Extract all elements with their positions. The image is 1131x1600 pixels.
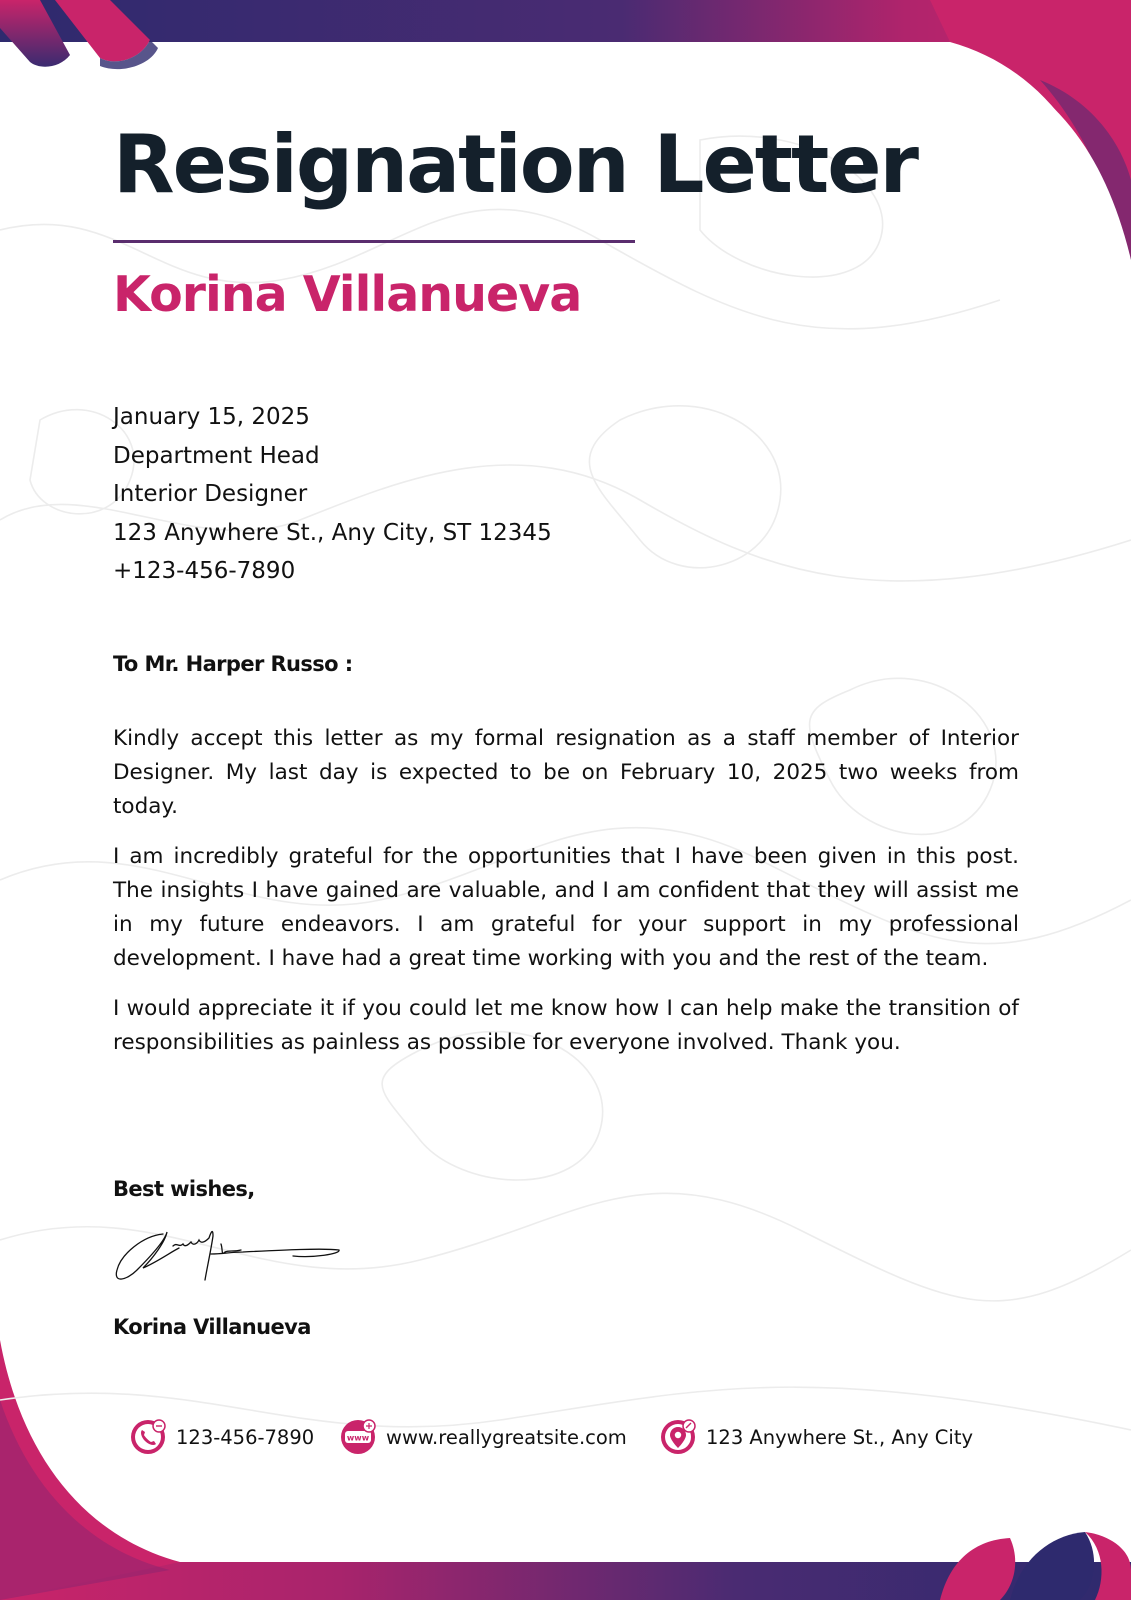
recipient-info-block [113, 398, 552, 591]
recipient-company: Interior Designer [113, 481, 308, 507]
signature-name: Korina Villanueva [113, 1315, 311, 1339]
letter-title: Resignation Letter [113, 118, 917, 211]
recipient-phone: +123-456-7890 [113, 558, 296, 584]
body-paragraph: I would appreciate it if you could let me know how I can help make the transition of responsibilities as painless as possible for everyone involved. Thank you. [113, 996, 1019, 1055]
contact-website [338, 1417, 627, 1457]
letter-body [113, 722, 1019, 1076]
salutation: To Mr. Harper Russo : [113, 652, 353, 676]
recipient-department: Department Head [113, 442, 320, 469]
www-badge: www [346, 1433, 370, 1443]
author-name: Korina Villanueva [113, 266, 582, 323]
contact-address-text: 123 Anywhere St., Any City [706, 1425, 974, 1449]
handwritten-signature [113, 1222, 343, 1302]
contact-phone [128, 1417, 314, 1457]
title-divider [113, 240, 635, 243]
body-paragraph: Kindly accept this letter as my formal resignation as a staff member of Interior Designer. My last day is expected to be on February 10, 2025 two weeks from today. [113, 726, 1019, 819]
letter-date: January 15, 2025 [113, 404, 310, 430]
location-pin-icon [658, 1417, 698, 1457]
contact-phone-text: 123-456-7890 [176, 1425, 315, 1449]
closing: Best wishes, [113, 1177, 255, 1201]
globe-icon [338, 1417, 378, 1457]
contact-address [658, 1417, 973, 1457]
recipient-address: 123 Anywhere St., Any City, ST 12345 [113, 519, 552, 546]
body-paragraph: I am incredibly grateful for the opportunities that I have been given in this post. The insights I have gained are valuable, and I am confident that they will assist me in my future endeavors. I am grateful for your support in my professional development. I have had a great time working with you and the rest of the team. [113, 844, 1019, 971]
contact-website-text[interactable]: www.reallygreatsite.com [386, 1425, 627, 1449]
footer-contacts [128, 1417, 1008, 1457]
phone-icon [128, 1417, 168, 1457]
